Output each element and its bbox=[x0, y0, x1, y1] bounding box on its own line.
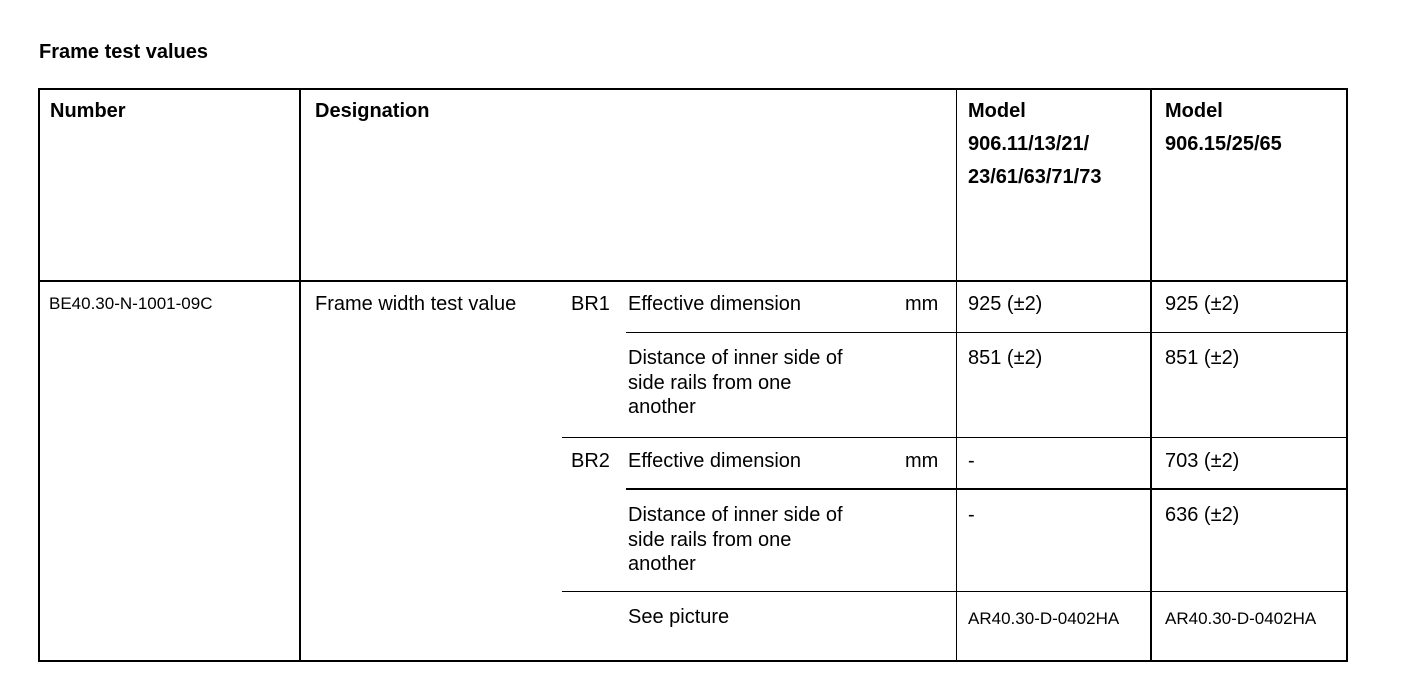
item-label: Effective dimension bbox=[628, 293, 802, 315]
header-model-b-line: 906.15/25/65 bbox=[1165, 133, 1282, 155]
item-label-line: side rails from one bbox=[628, 371, 792, 394]
group-code-br2: BR2 bbox=[571, 450, 610, 472]
header-model-a-line: Model bbox=[968, 100, 1026, 122]
value-model-a: 851 (±2) bbox=[968, 347, 1043, 369]
row-divider bbox=[562, 437, 1347, 438]
page-title: Frame test values bbox=[39, 41, 208, 63]
item-label: Effective dimension bbox=[628, 450, 802, 472]
value-model-a: - bbox=[968, 504, 975, 526]
item-label-line: side rails from one bbox=[628, 528, 792, 551]
value-model-b: 636 (±2) bbox=[1165, 504, 1240, 526]
row-divider bbox=[626, 332, 1347, 333]
item-label bbox=[628, 346, 843, 420]
header-model-a bbox=[968, 95, 1101, 194]
item-label bbox=[628, 503, 843, 577]
value-model-a: 925 (±2) bbox=[968, 293, 1043, 315]
header-model-b-line: Model bbox=[1165, 100, 1223, 122]
row-divider bbox=[626, 488, 1347, 490]
picture-label: See picture bbox=[628, 606, 730, 628]
value-model-b: 703 (±2) bbox=[1165, 450, 1240, 472]
value-model-a: - bbox=[968, 450, 975, 472]
header-number: Number bbox=[50, 100, 126, 122]
header-divider bbox=[39, 280, 1347, 282]
item-label-line: another bbox=[628, 396, 696, 418]
picture-ref-model-b: AR40.30-D-0402HA bbox=[1165, 609, 1317, 628]
header-model-a-line: 23/61/63/71/73 bbox=[968, 166, 1102, 188]
item-unit: mm bbox=[905, 450, 939, 472]
header-model-b bbox=[1165, 95, 1282, 161]
item-label-line: Distance of inner side of bbox=[628, 504, 843, 526]
item-label-line: another bbox=[628, 553, 696, 575]
picture-ref-model-a: AR40.30-D-0402HA bbox=[968, 609, 1120, 628]
row-designation: Frame width test value bbox=[315, 293, 517, 315]
column-divider bbox=[956, 89, 957, 661]
value-model-b: 925 (±2) bbox=[1165, 293, 1240, 315]
group-code-br1: BR1 bbox=[571, 293, 610, 315]
column-divider bbox=[299, 89, 301, 661]
header-model-a-line: 906.11/13/21/ bbox=[968, 133, 1090, 155]
column-divider bbox=[1150, 89, 1152, 661]
header-designation: Designation bbox=[315, 100, 430, 122]
item-label-line: Distance of inner side of bbox=[628, 347, 843, 369]
row-divider bbox=[562, 591, 1347, 592]
value-model-b: 851 (±2) bbox=[1165, 347, 1240, 369]
row-number: BE40.30-N-1001-09C bbox=[49, 294, 213, 313]
item-unit: mm bbox=[905, 293, 939, 315]
